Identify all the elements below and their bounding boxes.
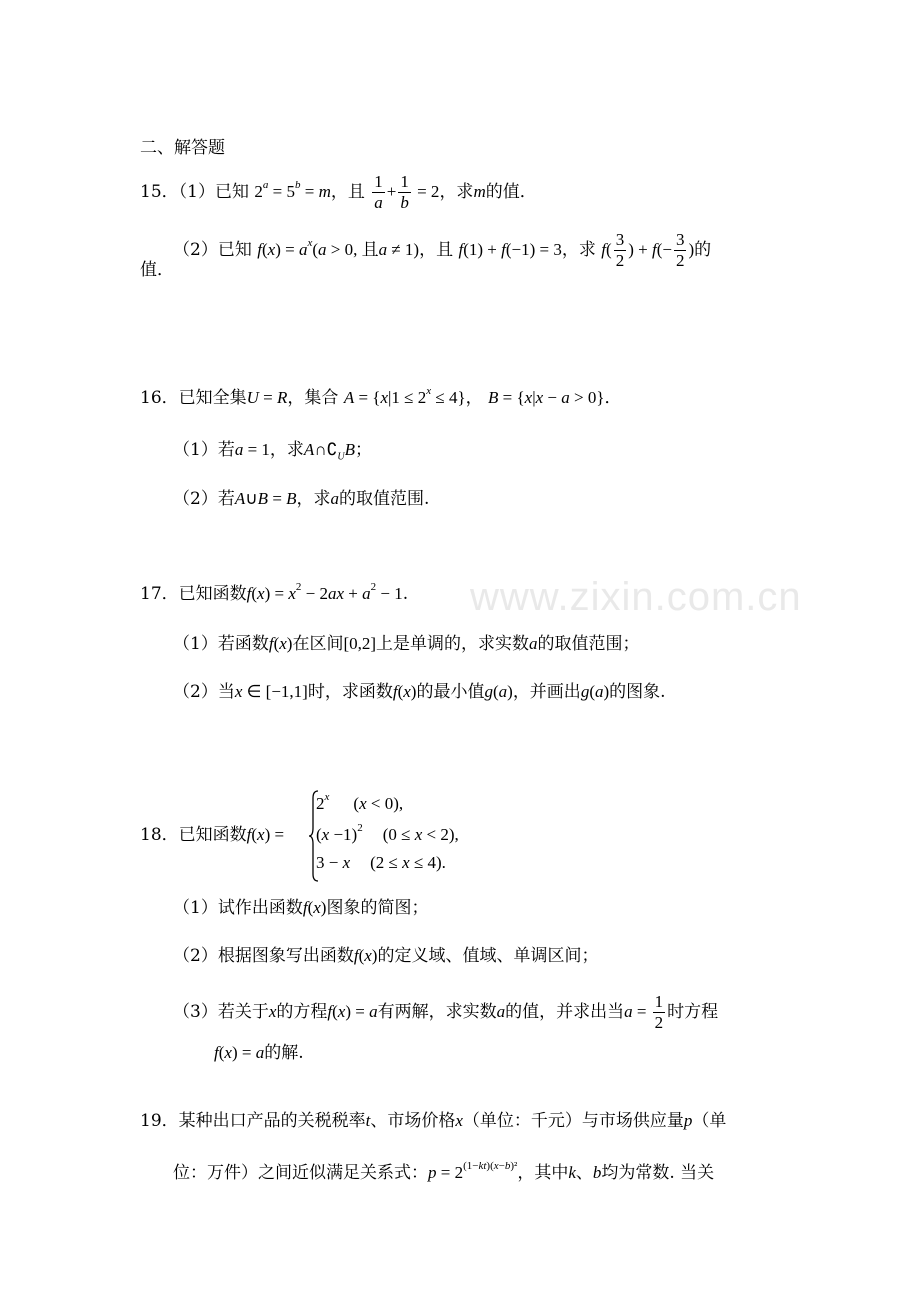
q15-part1: 15．（1）已知 $2^a = 5^b = m$，且 $\frac{1}{a}$ + $\frac{1}{b}$ = 2，求m的值． xyxy=(140,172,537,212)
q17-part2: （2）当x ∈ [−1,1]时，求函数f(x)的最小值g(a)，并画出g(a)的图象. xyxy=(173,682,666,702)
watermark: www.zixin.com.cn xyxy=(470,575,802,619)
q18-case1: 2$^x$ (x < 0), xyxy=(316,791,404,813)
q17-part1: （1）若函数f(x)在区间[0,2]上是单调的，求实数a的取值范围； xyxy=(173,634,640,654)
q18-part3-wrap: f(x) = a的解. xyxy=(214,1043,304,1063)
q16-part1: （1）若a = 1，求$A\cap∁_UB$； xyxy=(173,440,373,463)
q15-part2: （2）已知 $f(x) = a^x(a > 0$, 且a ≠ 1)，且 f(1) + f(−1) = 3，求 f( $\frac{3}{2}$ ) + f(− $\frac{3}{2}$ )的 xyxy=(173,230,712,270)
q18-case2: $(x -1)^2$ (0 ≤ x < 2), xyxy=(316,822,459,844)
q18-part3: （3）若关于x的方程f(x) = a有两解，求实数a的值，并求出当a = $\frac{1}{2}$ 时方程 xyxy=(173,992,719,1032)
q17-stem: 17．已知函数$f(x) = x^2 - 2ax + a^2 - 1$. xyxy=(140,581,409,604)
q18-part1: （1）试作出函数f(x)图象的简图； xyxy=(173,898,429,918)
q16-stem: 16．已知全集U = R，集合 $A = \{x|1 \le 2^x \le 4\}$， B = {x|x − a > 0}． xyxy=(140,385,622,408)
q18-stem: 18．已知函数f(x) = xyxy=(140,825,285,845)
q18-case3: 3 − x (2 ≤ x ≤ 4). xyxy=(316,853,446,872)
section-title: 二、解答题 xyxy=(140,138,225,158)
q15-wrap: 值． xyxy=(140,260,174,280)
q19-line1: 19．某种出口产品的关税税率t、市场价格x（单位：千元）与市场供应量p（单 xyxy=(140,1111,727,1131)
q16-part2: （2）若A∪B = B，求a的取值范围. xyxy=(173,489,430,509)
q19-line2: 位：万件）之间近似满足关系式：$p = 2^{(1-kt)(x-b)^2}$，其中k、b均为常数. 当关 xyxy=(173,1160,715,1183)
q18-part2: （2）根据图象写出函数f(x)的定义域、值域、单调区间； xyxy=(173,946,599,966)
